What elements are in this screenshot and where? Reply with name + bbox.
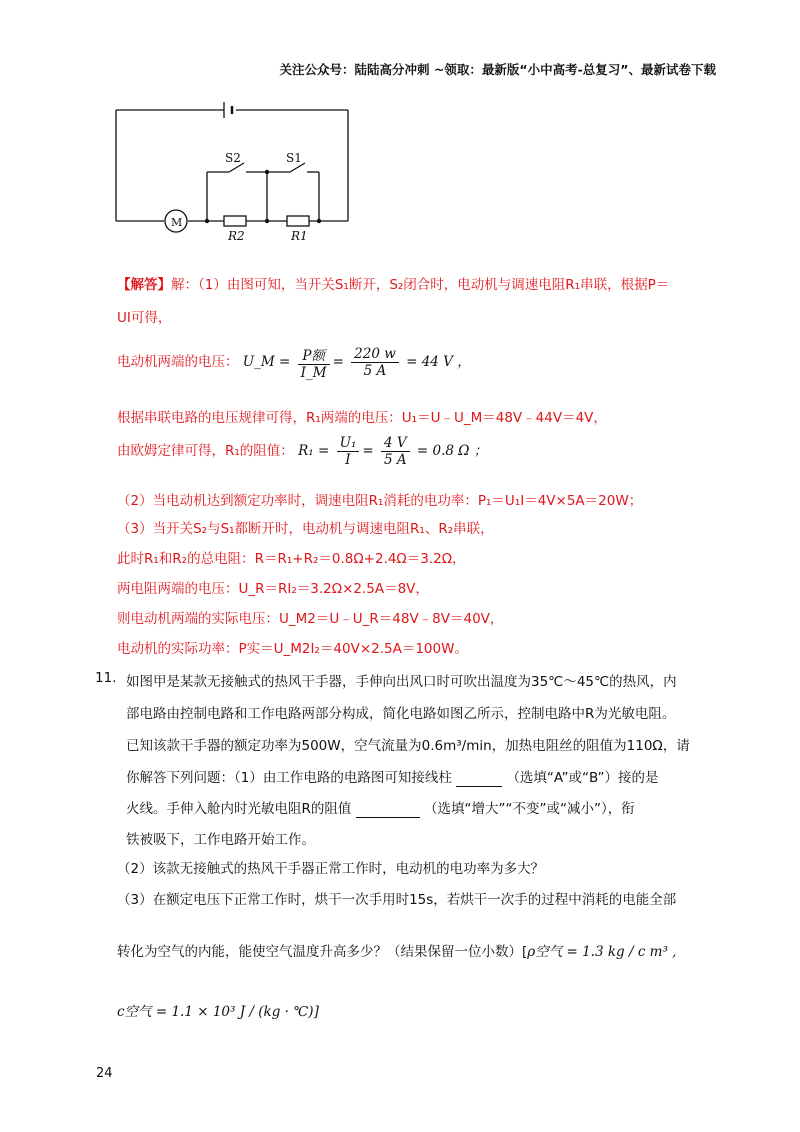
question-line-5: 火线。手伸入舱内时光敏电阻R的阻值 （选填“增大”“不变”或“减小”），衔: [126, 801, 635, 817]
question-line-8: （3）在额定电压下正常工作时，烘干一次手用时15s，若烘干一次手的过程中消耗的电能全部: [117, 892, 677, 908]
solution-line-1: 【解答】解：（1）由图可知，当开关S₁断开，S₂闭合时，电动机与调速电阻R₁串联，根据P＝: [117, 277, 670, 293]
question-line-4: 你解答下列问题：（1）由工作电路的电路图可知接线柱 （选填“A”或“B”）接的是: [126, 770, 659, 786]
page-number: 24: [96, 1066, 113, 1081]
question-line-10: c空气 = 1.1 × 10³ J / (kg · ℃)]: [117, 1004, 319, 1020]
solution-line-6: （2）当电动机达到额定功率时，调速电阻R₁消耗的电功率：P₁＝U₁I＝4V×5A＝20W；: [117, 493, 643, 509]
solution-line-3: 电动机两端的电压： U_M = $\frac{\text{P额}}{I\_M}$ = $\frac{220 w}{5 A}$ = 44 V ，: [117, 346, 471, 381]
circuit-diagram: [112, 100, 357, 240]
question-number: 11.: [95, 670, 117, 686]
answer-blank-2[interactable]: [356, 801, 420, 818]
question-line-9: 转化为空气的内能，能使空气温度升高多少？（结果保留一位小数）[ρ空气 = 1.3 kg / c m³ ,: [117, 944, 677, 960]
solution-line-11: 电动机的实际功率：P实＝U_M2I₂＝40V×2.5A＝100W。: [117, 641, 468, 657]
label-motor: M: [171, 216, 183, 229]
question-line-6: 铁被吸下，工作电路开始工作。: [126, 832, 315, 848]
question-line-3: 已知该款干手器的额定功率为500W，空气流量为0.6m³/min，加热电阻丝的阻值为110Ω，请: [126, 738, 690, 754]
label-s2: S2: [225, 151, 241, 165]
question-line-2: 部电路由控制电路和工作电路两部分构成，简化电路如图乙所示，控制电路中R为光敏电阻。: [126, 706, 676, 722]
solution-line-2: UI可得，: [117, 310, 172, 326]
solution-line-9: 两电阻两端的电压：U_R＝RI₂＝3.2Ω×2.5A＝8V，: [117, 581, 429, 597]
solution-line-5: 由欧姆定律可得，R₁的阻值： R₁ = $\frac{\text{U₁}}{I}$ = $\frac{4 V}{5 A}$ = 0.8 Ω ；: [117, 435, 488, 468]
question-line-1: 如图甲是某款无接触式的热风干手器，手伸向出风口时可吹出温度为35℃～45℃的热风，内: [126, 674, 677, 690]
solution-line-8: 此时R₁和R₂的总电阻：R＝R₁+R₂＝0.8Ω+2.4Ω＝3.2Ω，: [117, 551, 466, 567]
label-r2: R2: [228, 229, 245, 240]
page-header: 关注公众号：陆陆高分冲刺 ~领取：最新版“小中高考-总复习”、最新试卷下载: [279, 62, 716, 77]
voltage-formula: U_M = $\frac{\text{P额}}{I\_M}$ = $\frac{220 w}{5 A}$ = 44 V ，: [242, 346, 471, 381]
question-line-7: （2）该款无接触式的热风干手器正常工作时，电动机的电功率为多大？: [117, 861, 545, 877]
solution-line-7: （3）当开关S₂与S₁都断开时，电动机与调速电阻R₁、R₂串联，: [117, 521, 494, 537]
solution-line-10: 则电动机两端的实际电压：U_M2＝U﹣U_R＝48V﹣8V＝40V，: [117, 611, 504, 627]
answer-blank-1[interactable]: [456, 770, 502, 787]
resistance-formula: R₁ = $\frac{\text{U₁}}{I}$ = $\frac{4 V}{5 A}$ = 0.8 Ω ；: [298, 435, 488, 468]
label-r1: R1: [291, 229, 308, 240]
label-s1: S1: [286, 151, 302, 165]
solution-line-4: 根据串联电路的电压规律可得，R₁两端的电压：U₁＝U﹣U_M＝48V﹣44V＝4V，: [117, 410, 607, 426]
